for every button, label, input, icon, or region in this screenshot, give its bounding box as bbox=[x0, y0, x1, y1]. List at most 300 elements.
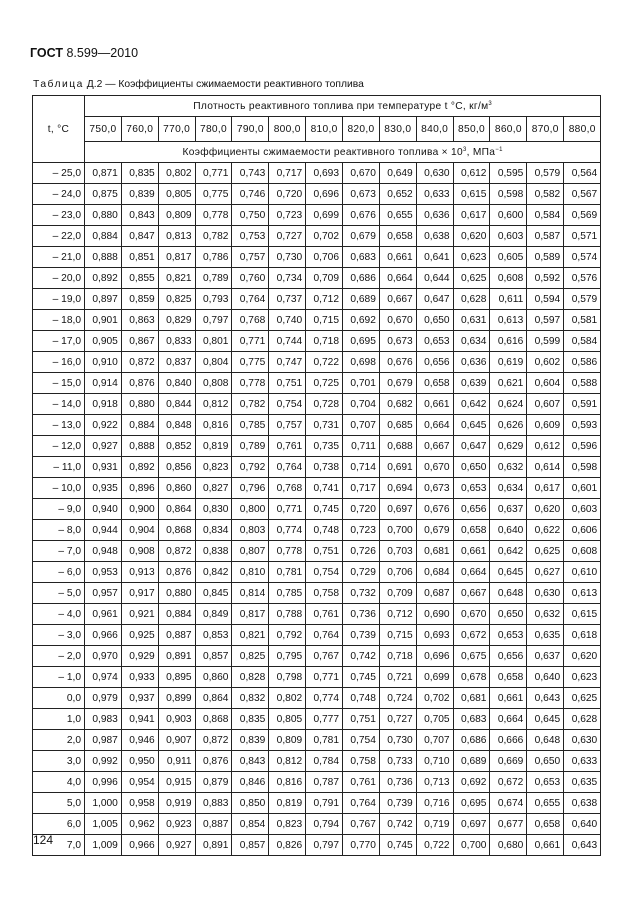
table-row bbox=[33, 373, 601, 394]
table-cell: 0,678 bbox=[453, 667, 490, 688]
page-number: 124 bbox=[33, 833, 54, 847]
table-cell: 0,810 bbox=[232, 562, 269, 583]
table-cell: 0,821 bbox=[232, 625, 269, 646]
table-cell: 0,616 bbox=[490, 331, 527, 352]
table-cell: 0,796 bbox=[232, 478, 269, 499]
table-cell: 0,647 bbox=[453, 436, 490, 457]
table-cell: 0,819 bbox=[195, 436, 232, 457]
table-cell: 0,900 bbox=[121, 499, 158, 520]
table-cell: 0,726 bbox=[343, 541, 380, 562]
table-cell: 0,812 bbox=[269, 751, 306, 772]
table-cell: 0,711 bbox=[343, 436, 380, 457]
table-cell: 0,764 bbox=[269, 457, 306, 478]
table-cell: 0,738 bbox=[306, 457, 343, 478]
table-cell: 0,658 bbox=[490, 667, 527, 688]
table-cell: 0,941 bbox=[121, 709, 158, 730]
table-cell: 0,888 bbox=[85, 247, 122, 268]
table-row bbox=[33, 772, 601, 793]
table-cell: 0,807 bbox=[232, 541, 269, 562]
table-cell: 0,751 bbox=[343, 709, 380, 730]
table-cell: 0,816 bbox=[195, 415, 232, 436]
table-cell: 0,918 bbox=[85, 394, 122, 415]
table-cell: 0,650 bbox=[527, 751, 564, 772]
table-cell: 0,897 bbox=[85, 289, 122, 310]
table-cell: 0,880 bbox=[85, 205, 122, 226]
table-cell: 0,828 bbox=[232, 667, 269, 688]
table-cell: 0,705 bbox=[416, 709, 453, 730]
table-cell: 0,789 bbox=[232, 436, 269, 457]
table-cell: 0,961 bbox=[85, 604, 122, 625]
table-cell: 0,715 bbox=[379, 625, 416, 646]
table-cell: 0,786 bbox=[195, 247, 232, 268]
table-cell: 0,655 bbox=[379, 205, 416, 226]
table-cell: 0,843 bbox=[232, 751, 269, 772]
coefficient-header-text: Коэффициенты сжимаемости реактивного топлива × 10 bbox=[182, 146, 463, 158]
table-cell: 0,603 bbox=[564, 499, 601, 520]
table-cell: 0,679 bbox=[416, 520, 453, 541]
table-cell: 0,791 bbox=[306, 793, 343, 814]
table-cell: 0,771 bbox=[195, 163, 232, 184]
table-cell: 0,784 bbox=[306, 751, 343, 772]
table-cell: 0,770 bbox=[343, 835, 380, 856]
table-cell: 0,845 bbox=[195, 583, 232, 604]
table-cell: 0,645 bbox=[490, 562, 527, 583]
table-cell: 0,625 bbox=[453, 268, 490, 289]
table-cell: 0,656 bbox=[416, 352, 453, 373]
table-cell: 0,923 bbox=[158, 814, 195, 835]
table-cell: 0,626 bbox=[490, 415, 527, 436]
table-cell: 0,775 bbox=[232, 352, 269, 373]
table-cell: 0,922 bbox=[85, 415, 122, 436]
table-cell: 0,713 bbox=[416, 772, 453, 793]
table-cell: 0,630 bbox=[564, 730, 601, 751]
table-cell: 0,800 bbox=[232, 499, 269, 520]
table-cell: 0,634 bbox=[490, 478, 527, 499]
table-cell: 0,736 bbox=[343, 604, 380, 625]
table-cell: 0,692 bbox=[343, 310, 380, 331]
table-cell: 0,594 bbox=[527, 289, 564, 310]
table-cell: 0,840 bbox=[158, 373, 195, 394]
row-temperature: 7,0 bbox=[33, 835, 85, 856]
table-cell: 0,679 bbox=[379, 373, 416, 394]
table-cell: 0,691 bbox=[379, 457, 416, 478]
table-cell: 0,884 bbox=[85, 226, 122, 247]
table-row bbox=[33, 835, 601, 856]
table-cell: 0,829 bbox=[158, 310, 195, 331]
table-cell: 0,860 bbox=[195, 667, 232, 688]
table-row bbox=[33, 667, 601, 688]
table-cell: 0,610 bbox=[564, 562, 601, 583]
row-temperature: – 10,0 bbox=[33, 478, 85, 499]
table-cell: 0,778 bbox=[269, 541, 306, 562]
density-values-row bbox=[33, 117, 601, 142]
table-cell: 0,887 bbox=[195, 814, 232, 835]
row-temperature: 3,0 bbox=[33, 751, 85, 772]
table-cell: 0,867 bbox=[121, 331, 158, 352]
row-temperature: – 13,0 bbox=[33, 415, 85, 436]
row-temperature: 2,0 bbox=[33, 730, 85, 751]
row-temperature: – 19,0 bbox=[33, 289, 85, 310]
table-cell: 0,876 bbox=[121, 373, 158, 394]
row-temperature: – 12,0 bbox=[33, 436, 85, 457]
table-cell: 0,816 bbox=[269, 772, 306, 793]
table-cell: 0,664 bbox=[490, 709, 527, 730]
table-cell: 0,843 bbox=[121, 205, 158, 226]
table-cell: 0,838 bbox=[195, 541, 232, 562]
table-cell: 0,757 bbox=[269, 415, 306, 436]
row-temperature: – 18,0 bbox=[33, 310, 85, 331]
table-cell: 0,681 bbox=[453, 688, 490, 709]
table-cell: 0,871 bbox=[85, 163, 122, 184]
row-temperature: – 8,0 bbox=[33, 520, 85, 541]
table-row bbox=[33, 646, 601, 667]
row-temperature: 0,0 bbox=[33, 688, 85, 709]
table-cell: 0,687 bbox=[416, 583, 453, 604]
table-cell: 0,761 bbox=[343, 772, 380, 793]
table-row bbox=[33, 478, 601, 499]
table-cell: 0,767 bbox=[306, 646, 343, 667]
table-cell: 0,630 bbox=[416, 163, 453, 184]
table-cell: 0,747 bbox=[269, 352, 306, 373]
table-cell: 0,644 bbox=[416, 268, 453, 289]
table-cell: 0,643 bbox=[527, 688, 564, 709]
table-cell: 0,727 bbox=[269, 226, 306, 247]
table-cell: 0,621 bbox=[490, 373, 527, 394]
table-cell: 0,887 bbox=[158, 625, 195, 646]
table-cell: 0,739 bbox=[379, 793, 416, 814]
table-cell: 0,655 bbox=[527, 793, 564, 814]
table-cell: 0,635 bbox=[527, 625, 564, 646]
table-cell: 0,569 bbox=[564, 205, 601, 226]
table-cell: 0,676 bbox=[343, 205, 380, 226]
table-cell: 0,764 bbox=[343, 793, 380, 814]
table-cell: 0,613 bbox=[564, 583, 601, 604]
table-cell: 0,574 bbox=[564, 247, 601, 268]
temperature-column-header: t, °C bbox=[33, 96, 85, 163]
table-cell: 0,664 bbox=[453, 562, 490, 583]
coefficient-header bbox=[85, 142, 601, 163]
table-cell: 0,723 bbox=[269, 205, 306, 226]
table-cell: 0,640 bbox=[527, 667, 564, 688]
table-cell: 0,727 bbox=[379, 709, 416, 730]
table-cell: 0,571 bbox=[564, 226, 601, 247]
table-cell: 0,643 bbox=[564, 835, 601, 856]
table-row bbox=[33, 331, 601, 352]
table-cell: 0,839 bbox=[232, 730, 269, 751]
row-temperature: – 11,0 bbox=[33, 457, 85, 478]
table-cell: 0,718 bbox=[306, 331, 343, 352]
table-row bbox=[33, 541, 601, 562]
table-cell: 0,733 bbox=[379, 751, 416, 772]
table-cell: 0,827 bbox=[195, 478, 232, 499]
row-temperature: 6,0 bbox=[33, 814, 85, 835]
table-cell: 0,693 bbox=[306, 163, 343, 184]
table-cell: 0,707 bbox=[343, 415, 380, 436]
table-cell: 0,630 bbox=[527, 583, 564, 604]
table-cell: 0,628 bbox=[564, 709, 601, 730]
table-cell: 0,686 bbox=[453, 730, 490, 751]
table-cell: 0,802 bbox=[269, 688, 306, 709]
table-row bbox=[33, 730, 601, 751]
table-cell: 0,732 bbox=[343, 583, 380, 604]
table-body bbox=[33, 163, 601, 856]
row-temperature: 4,0 bbox=[33, 772, 85, 793]
table-cell: 0,658 bbox=[453, 520, 490, 541]
table-cell: 0,764 bbox=[232, 289, 269, 310]
table-cell: 0,853 bbox=[195, 625, 232, 646]
table-cell: 0,908 bbox=[121, 541, 158, 562]
table-cell: 0,819 bbox=[269, 793, 306, 814]
table-cell: 0,725 bbox=[306, 373, 343, 394]
row-temperature: – 21,0 bbox=[33, 247, 85, 268]
table-cell: 0,892 bbox=[121, 457, 158, 478]
table-cell: 0,612 bbox=[453, 163, 490, 184]
table-cell: 0,639 bbox=[453, 373, 490, 394]
table-cell: 0,830 bbox=[195, 499, 232, 520]
table-cell: 0,742 bbox=[343, 646, 380, 667]
row-temperature: – 15,0 bbox=[33, 373, 85, 394]
density-value: 830,0 bbox=[379, 117, 416, 142]
table-cell: 0,661 bbox=[416, 394, 453, 415]
table-cell: 0,603 bbox=[490, 226, 527, 247]
table-cell: 0,739 bbox=[343, 625, 380, 646]
table-cell: 0,669 bbox=[490, 751, 527, 772]
table-row bbox=[33, 751, 601, 772]
table-cell: 0,620 bbox=[527, 499, 564, 520]
table-cell: 0,785 bbox=[232, 415, 269, 436]
table-cell: 0,642 bbox=[490, 541, 527, 562]
table-cell: 0,854 bbox=[232, 814, 269, 835]
table-cell: 0,730 bbox=[269, 247, 306, 268]
table-cell: 0,880 bbox=[158, 583, 195, 604]
table-cell: 0,661 bbox=[453, 541, 490, 562]
standard-prefix: ГОСТ bbox=[30, 46, 63, 60]
table-cell: 0,983 bbox=[85, 709, 122, 730]
table-cell: 0,801 bbox=[195, 331, 232, 352]
table-cell: 0,761 bbox=[306, 604, 343, 625]
table-cell: 0,940 bbox=[85, 499, 122, 520]
table-cell: 0,683 bbox=[343, 247, 380, 268]
table-cell: 0,761 bbox=[269, 436, 306, 457]
table-row bbox=[33, 352, 601, 373]
table-cell: 0,593 bbox=[564, 415, 601, 436]
table-cell: 0,788 bbox=[269, 604, 306, 625]
table-cell: 0,996 bbox=[85, 772, 122, 793]
row-temperature: – 23,0 bbox=[33, 205, 85, 226]
table-row bbox=[33, 415, 601, 436]
table-cell: 0,576 bbox=[564, 268, 601, 289]
table-cell: 0,817 bbox=[232, 604, 269, 625]
table-cell: 0,907 bbox=[158, 730, 195, 751]
table-cell: 0,625 bbox=[564, 688, 601, 709]
table-cell: 0,676 bbox=[416, 499, 453, 520]
table-cell: 0,771 bbox=[269, 499, 306, 520]
table-cell: 0,690 bbox=[416, 604, 453, 625]
table-cell: 0,719 bbox=[416, 814, 453, 835]
table-row bbox=[33, 205, 601, 226]
table-cell: 0,709 bbox=[306, 268, 343, 289]
table-cell: 0,792 bbox=[269, 625, 306, 646]
table-cell: 0,661 bbox=[379, 247, 416, 268]
table-cell: 0,857 bbox=[195, 646, 232, 667]
table-cell: 0,607 bbox=[527, 394, 564, 415]
table-cell: 0,714 bbox=[343, 457, 380, 478]
caption-label: Таблица bbox=[33, 79, 84, 90]
table-cell: 0,771 bbox=[232, 331, 269, 352]
table-cell: 0,667 bbox=[453, 583, 490, 604]
table-cell: 0,684 bbox=[416, 562, 453, 583]
table-cell: 0,797 bbox=[306, 835, 343, 856]
table-cell: 0,693 bbox=[416, 625, 453, 646]
row-temperature: – 7,0 bbox=[33, 541, 85, 562]
table-cell: 0,724 bbox=[379, 688, 416, 709]
table-cell: 0,664 bbox=[416, 415, 453, 436]
table-cell: 0,970 bbox=[85, 646, 122, 667]
table-cell: 0,642 bbox=[453, 394, 490, 415]
table-cell: 0,632 bbox=[490, 457, 527, 478]
table-cell: 0,896 bbox=[121, 478, 158, 499]
table-cell: 0,948 bbox=[85, 541, 122, 562]
density-value: 770,0 bbox=[158, 117, 195, 142]
row-temperature: – 22,0 bbox=[33, 226, 85, 247]
table-row bbox=[33, 625, 601, 646]
table-cell: 0,789 bbox=[195, 268, 232, 289]
table-cell: 0,848 bbox=[158, 415, 195, 436]
table-cell: 0,745 bbox=[379, 835, 416, 856]
table-cell: 0,631 bbox=[453, 310, 490, 331]
table-caption bbox=[33, 79, 364, 90]
table-cell: 0,919 bbox=[158, 793, 195, 814]
table-cell: 0,587 bbox=[527, 226, 564, 247]
density-header bbox=[85, 96, 601, 117]
table-cell: 0,709 bbox=[379, 583, 416, 604]
table-cell: 0,696 bbox=[416, 646, 453, 667]
table-cell: 0,751 bbox=[306, 541, 343, 562]
table-cell: 0,888 bbox=[121, 436, 158, 457]
table-cell: 0,921 bbox=[121, 604, 158, 625]
table-row bbox=[33, 814, 601, 835]
table-cell: 0,686 bbox=[343, 268, 380, 289]
table-cell: 0,645 bbox=[453, 415, 490, 436]
table-cell: 0,661 bbox=[527, 835, 564, 856]
table-cell: 0,795 bbox=[269, 646, 306, 667]
table-cell: 0,744 bbox=[269, 331, 306, 352]
table-cell: 0,729 bbox=[343, 562, 380, 583]
table-cell: 0,825 bbox=[232, 646, 269, 667]
table-cell: 0,849 bbox=[195, 604, 232, 625]
table-cell: 0,681 bbox=[416, 541, 453, 562]
table-cell: 0,962 bbox=[121, 814, 158, 835]
table-cell: 0,661 bbox=[490, 688, 527, 709]
table-cell: 0,619 bbox=[490, 352, 527, 373]
row-temperature: – 24,0 bbox=[33, 184, 85, 205]
table-cell: 0,742 bbox=[379, 814, 416, 835]
table-cell: 0,895 bbox=[158, 667, 195, 688]
table-cell: 0,884 bbox=[158, 604, 195, 625]
table-cell: 0,592 bbox=[527, 268, 564, 289]
table-cell: 0,753 bbox=[232, 226, 269, 247]
table-cell: 0,817 bbox=[158, 247, 195, 268]
table-cell: 0,931 bbox=[85, 457, 122, 478]
table-cell: 0,974 bbox=[85, 667, 122, 688]
table-cell: 0,700 bbox=[379, 520, 416, 541]
table-cell: 0,579 bbox=[527, 163, 564, 184]
table-cell: 0,716 bbox=[416, 793, 453, 814]
table-cell: 0,584 bbox=[527, 205, 564, 226]
table-cell: 0,696 bbox=[306, 184, 343, 205]
table-cell: 0,674 bbox=[490, 793, 527, 814]
table-cell: 0,624 bbox=[490, 394, 527, 415]
table-cell: 0,868 bbox=[158, 520, 195, 541]
density-value: 810,0 bbox=[306, 117, 343, 142]
row-temperature: – 25,0 bbox=[33, 163, 85, 184]
table-cell: 0,638 bbox=[416, 226, 453, 247]
table-cell: 0,701 bbox=[343, 373, 380, 394]
density-value: 750,0 bbox=[85, 117, 122, 142]
table-cell: 0,910 bbox=[85, 352, 122, 373]
table-cell: 0,623 bbox=[564, 667, 601, 688]
table-cell: 0,768 bbox=[269, 478, 306, 499]
table-cell: 0,891 bbox=[158, 646, 195, 667]
table-cell: 0,653 bbox=[416, 331, 453, 352]
table-cell: 0,793 bbox=[195, 289, 232, 310]
table-cell: 0,804 bbox=[195, 352, 232, 373]
table-cell: 0,935 bbox=[85, 478, 122, 499]
table-cell: 0,864 bbox=[195, 688, 232, 709]
table-cell: 0,735 bbox=[306, 436, 343, 457]
table-cell: 0,680 bbox=[490, 835, 527, 856]
table-cell: 0,629 bbox=[490, 436, 527, 457]
table-cell: 0,632 bbox=[527, 604, 564, 625]
standard-number: 8.599—2010 bbox=[66, 46, 139, 60]
table-cell: 0,636 bbox=[416, 205, 453, 226]
table-cell: 0,745 bbox=[306, 499, 343, 520]
table-cell: 0,917 bbox=[121, 583, 158, 604]
table-cell: 0,598 bbox=[564, 457, 601, 478]
table-cell: 0,746 bbox=[232, 184, 269, 205]
table-cell: 0,648 bbox=[527, 730, 564, 751]
row-temperature: – 1,0 bbox=[33, 667, 85, 688]
table-cell: 0,875 bbox=[85, 184, 122, 205]
table-cell: 0,653 bbox=[527, 772, 564, 793]
table-cell: 0,640 bbox=[564, 814, 601, 835]
table-cell: 0,864 bbox=[158, 499, 195, 520]
table-cell: 0,706 bbox=[379, 562, 416, 583]
table-cell: 0,641 bbox=[416, 247, 453, 268]
table-row bbox=[33, 184, 601, 205]
table-cell: 0,842 bbox=[195, 562, 232, 583]
table-cell: 0,863 bbox=[121, 310, 158, 331]
table-cell: 0,979 bbox=[85, 688, 122, 709]
table-cell: 0,670 bbox=[379, 310, 416, 331]
table-cell: 0,958 bbox=[121, 793, 158, 814]
table-row bbox=[33, 499, 601, 520]
table-cell: 0,872 bbox=[195, 730, 232, 751]
table-cell: 0,613 bbox=[490, 310, 527, 331]
row-temperature: – 17,0 bbox=[33, 331, 85, 352]
table-cell: 0,754 bbox=[343, 730, 380, 751]
table-cell: 0,609 bbox=[527, 415, 564, 436]
table-cell: 0,925 bbox=[121, 625, 158, 646]
table-cell: 0,782 bbox=[232, 394, 269, 415]
table-cell: 0,670 bbox=[343, 163, 380, 184]
table-cell: 0,717 bbox=[343, 478, 380, 499]
table-cell: 0,605 bbox=[490, 247, 527, 268]
table-cell: 0,809 bbox=[158, 205, 195, 226]
table-cell: 0,608 bbox=[490, 268, 527, 289]
table-cell: 0,567 bbox=[564, 184, 601, 205]
table-cell: 0,721 bbox=[379, 667, 416, 688]
